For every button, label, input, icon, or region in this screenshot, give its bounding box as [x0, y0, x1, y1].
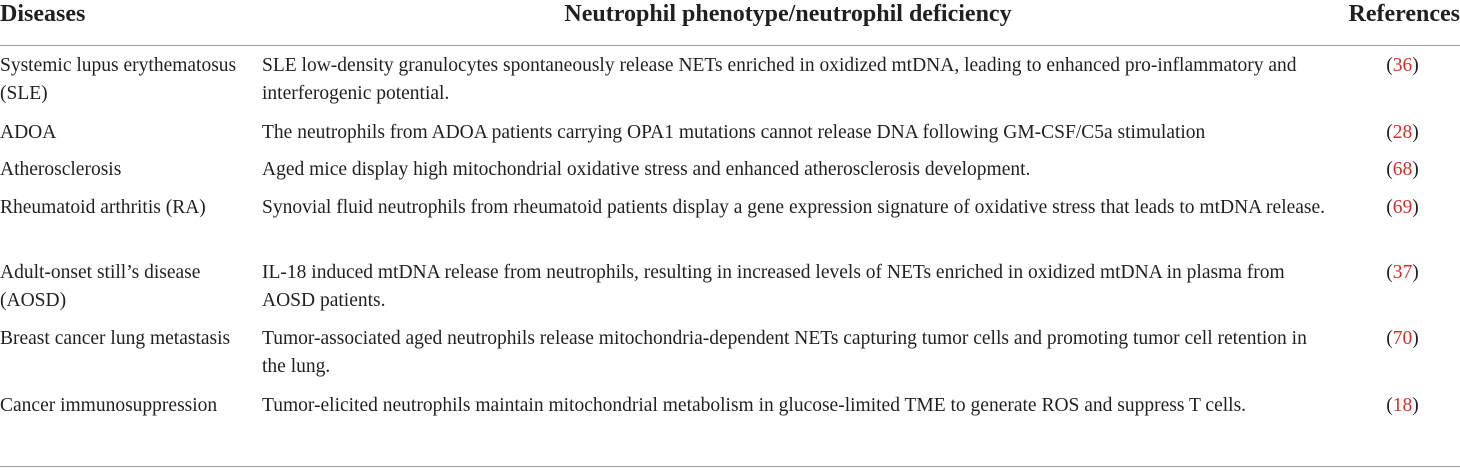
- ref-close-paren: ): [1412, 159, 1419, 180]
- ref-close-paren: ): [1412, 197, 1419, 218]
- table-bottom-rule: [0, 466, 1460, 467]
- header-diseases: Diseases: [0, 1, 86, 27]
- reference-cell: [1360, 392, 1445, 420]
- ref-open-paren: (: [1386, 159, 1393, 180]
- reference-link[interactable]: 28: [1392, 122, 1413, 143]
- reference-cell: [1360, 194, 1445, 222]
- ref-close-paren: ): [1412, 262, 1419, 283]
- description-cell: Tumor-associated aged neutrophils release mitochondria-dependent NETs capturing tumor cells and promoting tumor cell retention in the lung.: [262, 328, 1307, 377]
- description-cell: The neutrophils from ADOA patients carrying OPA1 mutations cannot release DNA following GM-CSF/C5a stimulation: [262, 122, 1206, 143]
- ref-close-paren: ): [1412, 395, 1419, 416]
- disease-cell: Breast cancer lung metastasis: [0, 328, 231, 349]
- disease-cell: Atherosclerosis: [0, 159, 122, 180]
- disease-cell: ADOA: [0, 122, 57, 143]
- description-cell: Tumor-elicited neutrophils maintain mitochondrial metabolism in glucose-limited TME to generate ROS and suppress T cells.: [262, 395, 1247, 416]
- ref-close-paren: ): [1412, 55, 1419, 76]
- reference-cell: [1360, 52, 1445, 80]
- ref-open-paren: (: [1386, 395, 1393, 416]
- disease-cell: Systemic lupus erythematosus (SLE): [0, 55, 237, 104]
- description-cell: SLE low-density granulocytes spontaneously release NETs enriched in oxidized mtDNA, leading to enhanced pro-inflammatory and interferogenic potential.: [262, 55, 1297, 104]
- ref-open-paren: (: [1386, 55, 1393, 76]
- ref-open-paren: (: [1386, 328, 1393, 349]
- reference-cell: [1360, 325, 1445, 353]
- disease-cell: Cancer immunosuppression: [0, 395, 218, 416]
- reference-link[interactable]: 70: [1392, 328, 1413, 349]
- header-references: References: [1348, 1, 1460, 27]
- description-cell: Aged mice display high mitochondrial oxidative stress and enhanced atherosclerosis development.: [262, 159, 1031, 180]
- disease-cell: Rheumatoid arthritis (RA): [0, 197, 206, 218]
- description-cell: Synovial fluid neutrophils from rheumatoid patients display a gene expression signature of oxidative stress that leads to mtDNA release.: [262, 197, 1326, 218]
- reference-link[interactable]: 18: [1392, 395, 1413, 416]
- header-divider: [0, 45, 1460, 46]
- reference-link[interactable]: 69: [1392, 197, 1413, 218]
- reference-cell: [1360, 259, 1445, 287]
- disease-cell: Adult-onset still’s disease (AOSD): [0, 262, 201, 311]
- reference-cell: [1360, 119, 1445, 147]
- reference-link[interactable]: 68: [1392, 159, 1413, 180]
- reference-link[interactable]: 36: [1392, 55, 1413, 76]
- header-phenotype: Neutrophil phenotype/neutrophil deficiency: [564, 1, 1012, 27]
- reference-cell: [1360, 156, 1445, 184]
- reference-link[interactable]: 37: [1392, 262, 1413, 283]
- ref-open-paren: (: [1386, 122, 1393, 143]
- ref-close-paren: ): [1412, 122, 1419, 143]
- ref-open-paren: (: [1386, 197, 1393, 218]
- ref-open-paren: (: [1386, 262, 1393, 283]
- description-cell: IL-18 induced mtDNA release from neutrophils, resulting in increased levels of NETs enriched in oxidized mtDNA in plasma from AOSD patients.: [262, 262, 1285, 311]
- ref-close-paren: ): [1412, 328, 1419, 349]
